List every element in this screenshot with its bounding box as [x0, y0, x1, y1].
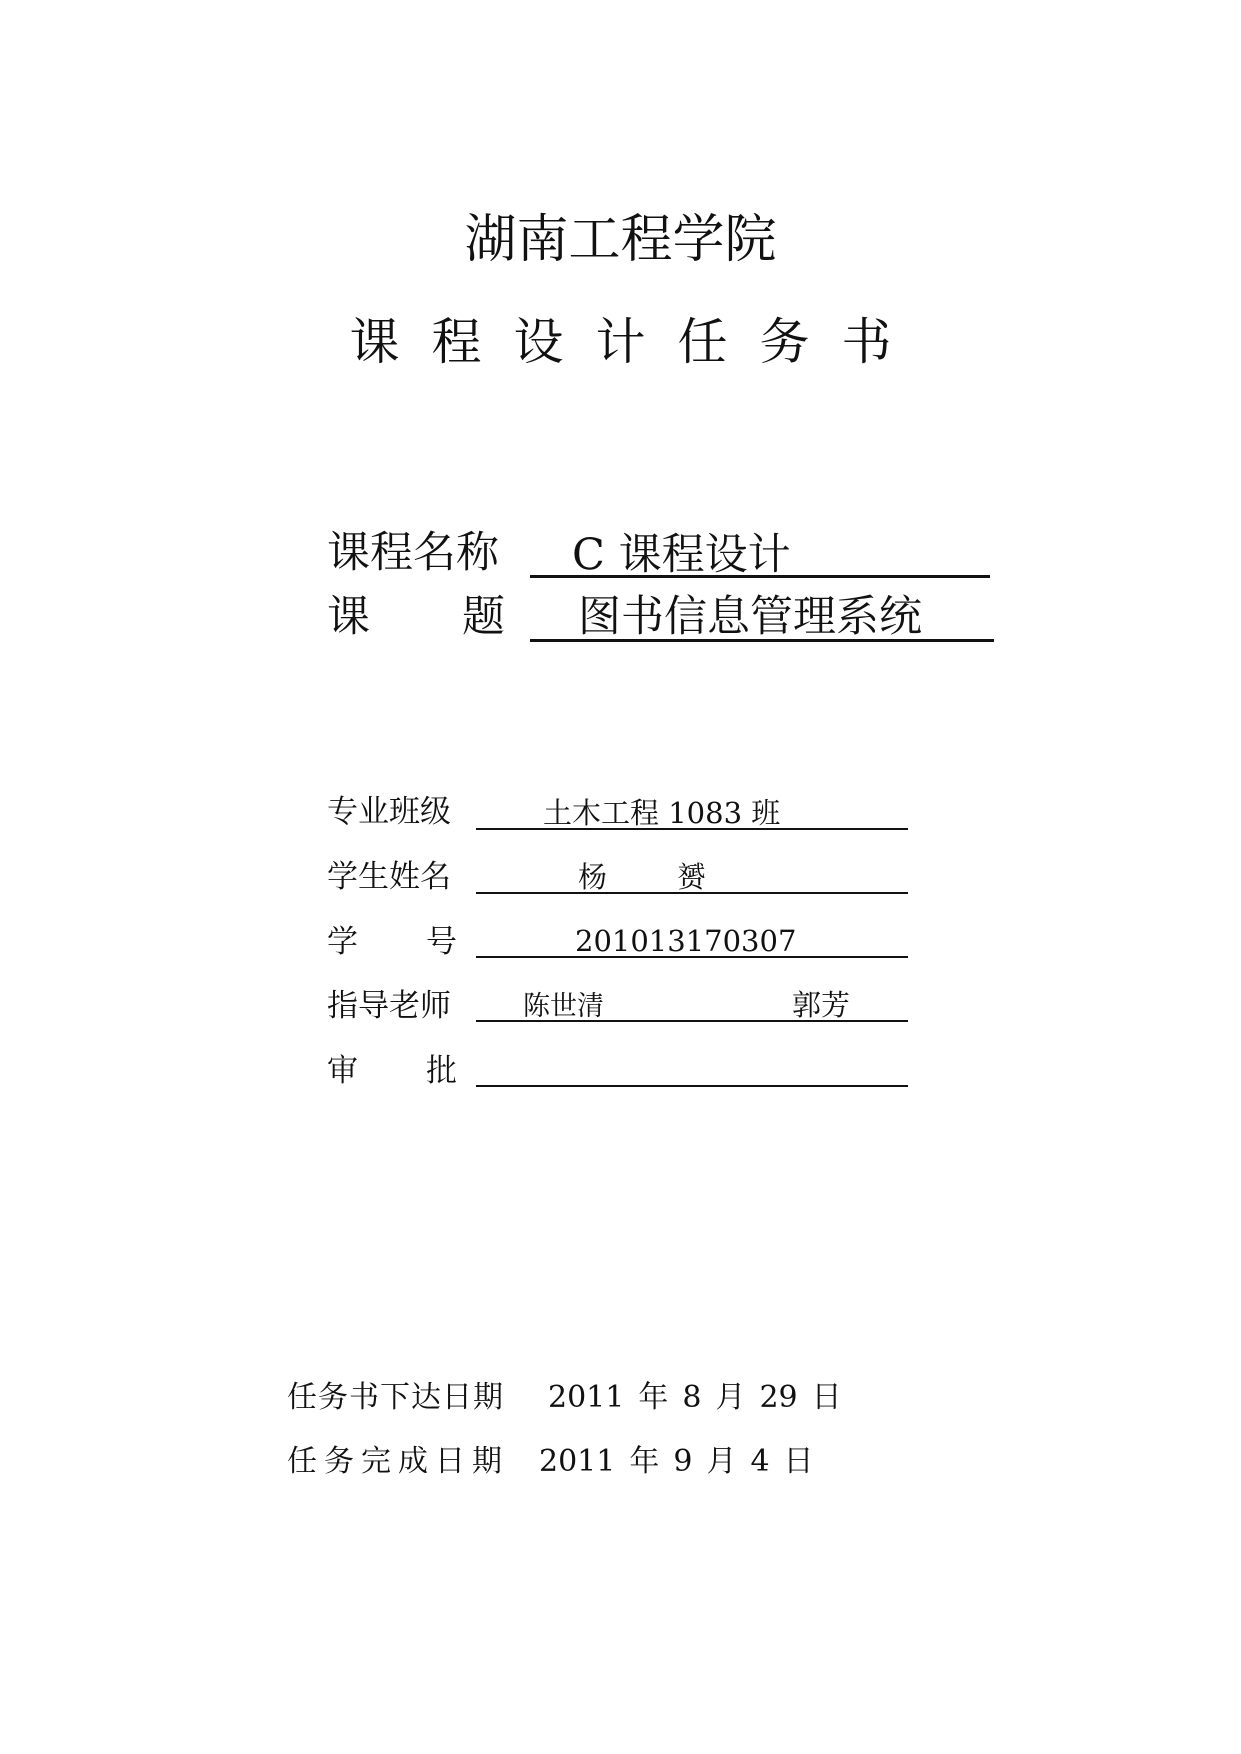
major-class-value: 土木工程 1083 班	[543, 796, 781, 830]
title-char: 程	[431, 313, 482, 371]
finish-year: 2011	[539, 1444, 616, 1479]
course-name-label: 课程名称	[327, 528, 499, 578]
finish-month: 9	[673, 1444, 693, 1479]
advisor-underline	[476, 1020, 908, 1022]
advisor-second: 郭芳	[792, 988, 851, 1022]
day-char: 日	[783, 1444, 814, 1479]
issue-date-line	[287, 1378, 842, 1418]
title-char: 设	[513, 313, 564, 371]
topic-label-second: 题	[462, 592, 505, 642]
student-name-label: 学生姓名	[327, 859, 451, 895]
issue-day: 29	[759, 1380, 798, 1415]
approval-underline	[476, 1085, 908, 1087]
title-char: 任	[677, 313, 728, 371]
student-id-underline	[476, 956, 908, 958]
student-name-first: 杨	[578, 860, 608, 894]
year-char: 年	[638, 1380, 669, 1415]
school-name: 湖南工程学院	[464, 210, 777, 270]
month-char: 月	[715, 1380, 746, 1415]
topic-value: 图书信息管理系统	[578, 592, 922, 642]
year-char: 年	[629, 1444, 660, 1479]
issue-year: 2011	[548, 1380, 625, 1415]
approval-label-first: 审	[327, 1053, 358, 1089]
student-id-label-second: 号	[426, 924, 457, 960]
topic-label-first: 课	[327, 592, 370, 642]
title-char: 书	[841, 313, 892, 371]
title-char: 务	[759, 313, 810, 371]
advisor-label: 指导老师	[327, 988, 451, 1024]
major-class-label: 专业班级	[327, 794, 451, 830]
major-class-underline	[476, 828, 908, 830]
finish-date-line	[287, 1442, 814, 1482]
course-name-value: C 课程设计	[572, 530, 791, 580]
issue-month: 8	[682, 1380, 702, 1415]
course-name-underline	[530, 575, 990, 578]
month-char: 月	[706, 1444, 737, 1479]
student-name-second: 赟	[677, 860, 707, 894]
title-char: 课	[349, 313, 400, 371]
issue-date-label: 任务书下达日期	[287, 1380, 504, 1415]
title-char: 计	[595, 313, 646, 371]
finish-date-label: 任务完成日期	[287, 1444, 509, 1479]
advisor-first: 陈世清	[523, 991, 604, 1022]
student-id-value: 201013170307	[575, 924, 797, 958]
day-char: 日	[811, 1380, 842, 1415]
document-title	[0, 312, 1241, 372]
student-id-label-first: 学	[327, 924, 358, 960]
student-name-underline	[476, 892, 908, 894]
approval-label-second: 批	[426, 1053, 457, 1089]
finish-day: 4	[750, 1444, 770, 1479]
topic-underline	[530, 639, 994, 642]
